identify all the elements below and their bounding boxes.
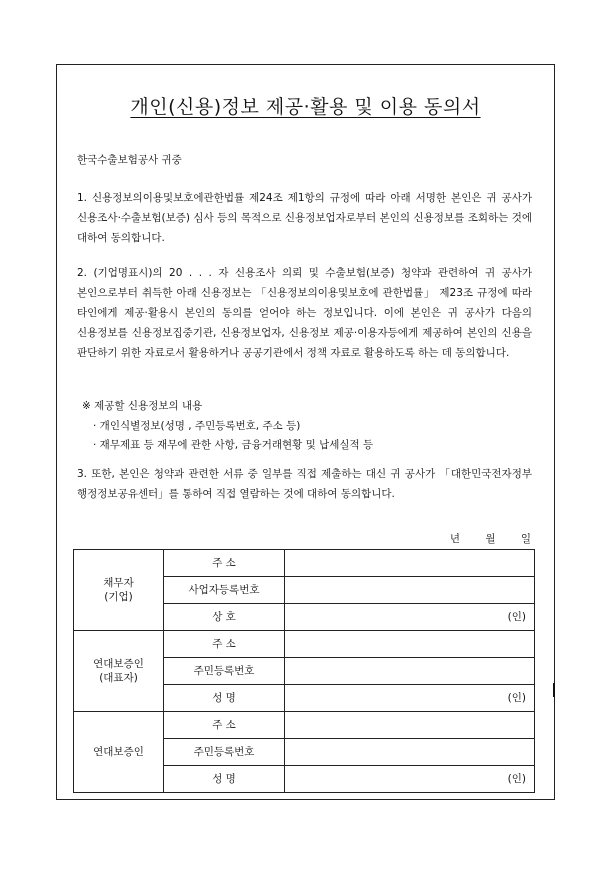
address-field[interactable]	[285, 550, 535, 577]
name-field[interactable]: (인)	[285, 685, 535, 712]
notice-title: ※ 제공할 신용정보의 내용	[82, 400, 203, 412]
party-label-line: 연대보증인	[93, 746, 144, 758]
resident-number-field[interactable]	[285, 739, 535, 766]
field-label: 주 소	[164, 712, 285, 739]
party-label-line: 채무자	[103, 577, 134, 589]
date-line: 년 월 일	[449, 533, 531, 545]
company-name-field[interactable]: (인)	[285, 604, 535, 631]
party-label-line: (기업)	[104, 591, 133, 603]
table-row	[74, 631, 535, 658]
consent-paragraph-2: 2. (기업명표시)의 20 . . . 자 신용조사 의뢰 및 수출보험(보증) 청약과 관련하여 귀 공사가 본인으로부터 취득한 아래 신용정보는 「신용정보의이용및보호에 관한법률」 제23조 규정에 따라 타인에게 제공·활용시 본인의 동의를 얻어야 하는 정보입니다. 이에 본인은 귀 공사가 다음의 신용정보를 신용정보집중기관, 신용정보업자, 신용정보 제공·이용자등에게 제공하여 본인의 신용을 판단하기 위한 자료로서 활용하거나 공공기관에서 정책 자료로 활용하도록 하는 데 동의합니다.	[77, 267, 532, 359]
field-label: 성 명	[164, 685, 285, 712]
table-row	[74, 712, 535, 739]
party-label-guarantor-representative	[74, 631, 164, 712]
table-row	[74, 550, 535, 577]
consent-paragraph-1: 1. 신용정보의이용및보호에관한법률 제24조 제1항의 규정에 따라 아래 서명한 본인은 귀 공사가 신용조사·수출보험(보증) 심사 등의 목적으로 신용정보업자로부터 본인의 신용정보를 조회하는 것에 대하여 동의합니다.	[77, 192, 532, 244]
business-number-field[interactable]	[285, 577, 535, 604]
address-field[interactable]	[285, 631, 535, 658]
title-text: 개인(신용)정보 제공·활용 및 이용 동의서	[130, 96, 481, 118]
document-title	[0, 92, 611, 119]
field-label: 주 소	[164, 631, 285, 658]
party-label-line: (대표자)	[99, 672, 138, 684]
field-label: 주민등록번호	[164, 658, 285, 685]
party-label-line: 연대보증인	[93, 658, 144, 670]
addressee: 한국수출보험공사 귀중	[77, 154, 182, 166]
notice-item: · 재무제표 등 재무에 관한 사항, 금융거래현황 및 납세실적 등	[93, 439, 374, 451]
field-label: 사업자등록번호	[164, 577, 285, 604]
field-label: 상 호	[164, 604, 285, 631]
party-label-guarantor	[74, 712, 164, 793]
address-field[interactable]	[285, 712, 535, 739]
margin-mark	[553, 683, 555, 697]
field-label: 성 명	[164, 766, 285, 793]
consent-paragraph-3: 3. 또한, 본인은 청약과 관련한 서류 중 일부를 직접 제출하는 대신 귀 공사가 「대한민국전자정부 행정정보공유센터」를 통하여 직접 열람하는 것에 대하여 동의합니다.	[77, 468, 532, 500]
field-label: 주민등록번호	[164, 739, 285, 766]
resident-number-field[interactable]	[285, 658, 535, 685]
signature-table	[73, 549, 535, 793]
notice-item: · 개인식별정보(성명 , 주민등록번호, 주소 등)	[93, 420, 301, 432]
name-field[interactable]: (인)	[285, 766, 535, 793]
field-label: 주 소	[164, 550, 285, 577]
party-label-debtor	[74, 550, 164, 631]
